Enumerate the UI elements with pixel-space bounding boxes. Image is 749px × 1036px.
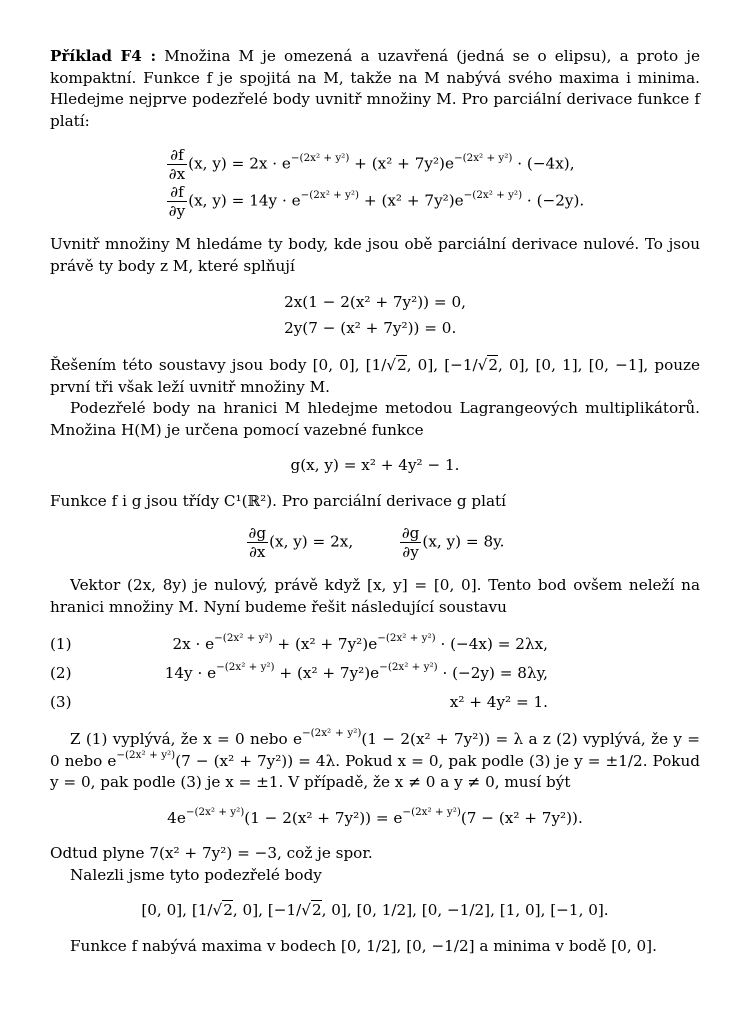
equation-number: (1) bbox=[50, 634, 72, 653]
case-equation bbox=[50, 805, 700, 830]
points-a: [0, 0], [1/ bbox=[141, 901, 213, 919]
equation-number: (2) bbox=[50, 663, 72, 682]
gx-denominator: ∂x bbox=[249, 543, 266, 561]
case-a: 4e bbox=[167, 808, 186, 827]
case-b: (1 − 2(x² + 7y²)) = e bbox=[244, 808, 403, 827]
conclusion-paragraph: Funkce f nabývá maxima v bodech [0, 1/2], [0, −1/2] a minima v bodě [0, 0]. bbox=[70, 936, 657, 955]
solution-text-c: , 0], [0, 1], [0, −1], pouze první tři však leží uvnitř množiny M. bbox=[50, 356, 700, 396]
contradiction-line: Odtud plyne 7(x² + 7y²) = −3, což je spor. bbox=[50, 844, 373, 862]
equation-part-b: + (x² + 7y²)e bbox=[272, 634, 378, 653]
analysis-text-a: Z (1) vyplývá, že x = 0 nebo e bbox=[70, 730, 302, 748]
equation-part-c: · (−4x) = 2λx, bbox=[435, 634, 548, 653]
equation-part-b: + (x² + 7y²)e bbox=[274, 663, 380, 682]
case-c: (7 − (x² + 7y²)). bbox=[460, 808, 583, 827]
intro-text: Množina M je omezená a uzavřená (jedná se o elipsu), a proto je kompaktní. Funkce f je spojitá na M, takže na M nabývá svého maxima i minima. Hledejme nejprve podezřelé body uvnitř množiny M. Pro parciální derivace funkce f platí: bbox=[50, 47, 701, 130]
example-title: Příklad F4 : bbox=[50, 47, 157, 65]
equation-part-e2: −(2x² + y²) bbox=[377, 632, 436, 645]
equation-body bbox=[110, 630, 700, 659]
fx-mid: + (x² + 7y²)e bbox=[349, 154, 454, 173]
points-c: , 0], [0, 1/2], [0, −1/2], [1, 0], [−1, 0]. bbox=[321, 901, 609, 919]
system-eq-1: 2x(1 − 2(x² + 7y²)) = 0, bbox=[284, 293, 466, 311]
points-b: , 0], [−1/ bbox=[232, 901, 302, 919]
solution-text-a: Řešením této soustavy jsou body [0, 0], [1/ bbox=[50, 356, 387, 374]
equation-body bbox=[110, 688, 700, 717]
sqrt-1: 2 bbox=[397, 356, 407, 374]
analysis-text-b: (1 − 2(x² + 7y²)) = λ a z (2) vyplývá, že y = 0 nebo e bbox=[50, 730, 700, 770]
analysis-exp-1: −(2x² + y²) bbox=[301, 727, 362, 740]
solution-text-b: , 0], [−1/ bbox=[406, 356, 478, 374]
fy-exp: −(2x² + y²) bbox=[300, 188, 360, 201]
system-row bbox=[50, 659, 700, 688]
sqrt-2: 2 bbox=[488, 356, 499, 374]
points-sqrt-1: 2 bbox=[223, 901, 233, 919]
equation-part-e2: −(2x² + y²) bbox=[379, 661, 438, 674]
interior-system bbox=[50, 289, 700, 341]
analysis-exp-2: −(2x² + y²) bbox=[116, 748, 176, 761]
constraint-equation: g(x, y) = x² + 4y² − 1. bbox=[290, 456, 460, 474]
vector-paragraph: Vektor (2x, 8y) je nulový, právě když [x, y] = [0, 0]. Tento bod ovšem neleží na hranici množiny M. Nyní budeme řešit následující soustavu bbox=[50, 576, 700, 616]
eq-fx bbox=[166, 146, 585, 183]
fy-mid: + (x² + 7y²)e bbox=[359, 191, 464, 210]
fx-numerator: ∂f bbox=[167, 146, 187, 165]
lagrange-paragraph: Podezřelé body na hranici M hledejme metodou Lagrangeových multiplikátorů. Množina H(M) je určena pomocí vazebné funkce bbox=[50, 399, 700, 439]
class-paragraph: Funkce f i g jsou třídy C¹(ℝ²). Pro parciální derivace g platí bbox=[50, 491, 506, 510]
fx-exp: −(2x² + y²) bbox=[290, 151, 350, 164]
system-eq-2: 2y(7 − (x² + 7y²)) = 0. bbox=[284, 319, 457, 337]
equation-part-e1: −(2x² + y²) bbox=[214, 632, 273, 645]
fy-denominator: ∂y bbox=[168, 202, 186, 220]
eq-fy bbox=[166, 183, 585, 220]
case-exp-1: −(2x² + y²) bbox=[185, 805, 245, 818]
fx-tail: · (−4x), bbox=[512, 154, 575, 173]
equation-part-a: 14y · e bbox=[164, 663, 217, 682]
equation-part-a: x² + 4y² = 1. bbox=[449, 692, 548, 711]
interior-paragraph: Uvnitř množiny M hledáme ty body, kde jsou obě parciální derivace nulové. To jsou právě ty body z M, které splňují bbox=[50, 235, 700, 275]
partial-derivatives-f bbox=[50, 146, 700, 220]
lagrange-system bbox=[50, 630, 700, 717]
system-row bbox=[50, 688, 700, 717]
document-page bbox=[50, 46, 700, 957]
equation-body bbox=[110, 659, 700, 688]
fy-tail: · (−2y). bbox=[522, 191, 585, 210]
fy-numerator: ∂f bbox=[167, 183, 187, 202]
partial-derivatives-g bbox=[50, 524, 700, 561]
system-row bbox=[50, 630, 700, 659]
equation-part-e1: −(2x² + y²) bbox=[216, 661, 275, 674]
fy-rhs: (x, y) = 14y · e bbox=[188, 191, 301, 210]
suspect-points: [0, 0], [1/√2, 0], [−1/√2, 0], [0, 1/2], [0, −1/2], [1, 0], [−1, 0]. bbox=[141, 901, 609, 919]
equation-part-c: · (−2y) = 8λy, bbox=[437, 663, 548, 682]
solution-paragraph: Řešením této soustavy jsou body [0, 0], [1/√2, 0], [−1/√2, 0], [0, 1], [0, −1], pouze první tři však leží uvnitř množiny M. bbox=[50, 356, 700, 396]
gy-rhs: (x, y) = 8y. bbox=[422, 532, 505, 551]
found-points-line: Nalezli jsme tyto podezřelé body bbox=[70, 865, 322, 884]
gy-numerator: ∂g bbox=[401, 524, 420, 542]
fx-denominator: ∂x bbox=[168, 165, 186, 183]
equation-part-a: 2x · e bbox=[172, 634, 215, 653]
fy-exp2: −(2x² + y²) bbox=[463, 188, 523, 201]
gx-numerator: ∂g bbox=[248, 524, 267, 542]
fx-exp2: −(2x² + y²) bbox=[453, 151, 513, 164]
gy-denominator: ∂y bbox=[402, 543, 419, 561]
gx-rhs: (x, y) = 2x, bbox=[269, 532, 354, 551]
case-exp-2: −(2x² + y²) bbox=[402, 805, 461, 818]
points-sqrt-2: 2 bbox=[311, 901, 322, 919]
analysis-text-c: (7 − (x² + 7y²)) = 4λ. Pokud x = 0, pak podle (3) je y = ±1/2. Pokud y = 0, pak podle (3) je x = ±1. V případě, že x ≠ 0 a y ≠ 0, musí být bbox=[50, 751, 700, 791]
intro-paragraph bbox=[50, 46, 700, 132]
equation-number: (3) bbox=[50, 692, 72, 711]
analysis-paragraph bbox=[50, 729, 700, 794]
fx-rhs: (x, y) = 2x · e bbox=[188, 154, 291, 173]
